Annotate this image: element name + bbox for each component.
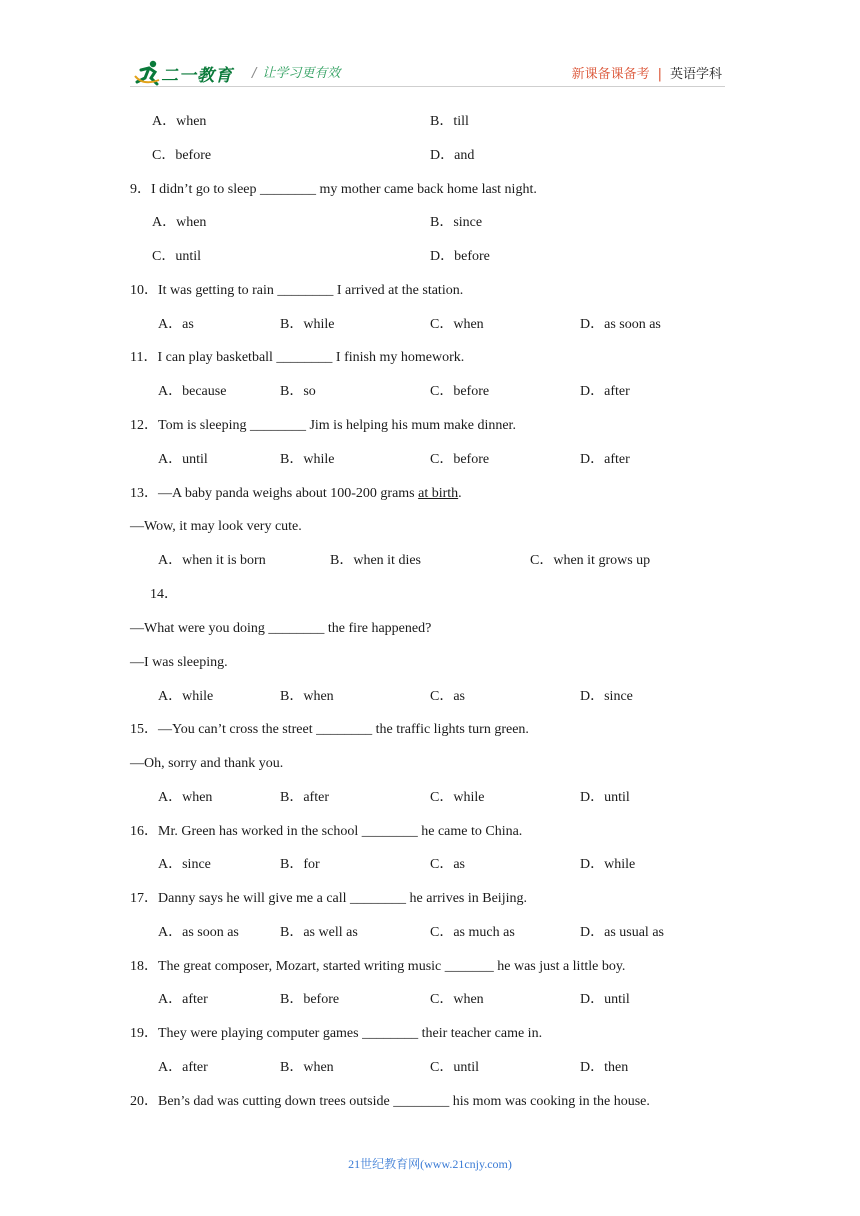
q11-option-c: C．before [430,384,490,399]
q13-option-c: C．when it grows up [530,553,651,568]
q11-stem: 11．I can play basketball ________ I finish my homework. [130,350,465,365]
q14-line1: —What were you doing ________ the fire happened? [130,621,432,636]
q18-option-b: B．before [280,992,340,1007]
q13-option-a: A．when it is born [158,553,266,568]
q19-option-c: C．until [430,1060,480,1075]
q18-stem: 18．The great composer, Mozart, started writing music _______ he was just a little boy. [130,959,626,974]
q14-option-d: D．since [580,689,633,704]
q16-stem: 16．Mr. Green has worked in the school ________ he came to China. [130,824,523,839]
q10-option-a: A．as [158,317,194,332]
q9-option-c: C．until [152,249,202,264]
q12-option-c: C．before [430,452,490,467]
q10-option-c: C．when [430,317,484,332]
q14-number: 14． [150,587,178,602]
footer-link[interactable]: 21世纪教育网(www.21cnjy.com) [348,1157,512,1171]
q14-line2: —I was sleeping. [130,655,228,670]
q12-stem: 12．Tom is sleeping ________ Jim is helping his mum make dinner. [130,418,516,433]
header-subject-label: 英语学科 [669,67,722,82]
header-course-label: 新课备课备考 [571,67,650,82]
q18-option-a: A．after [158,992,208,1007]
q13-stem-start: 13．—A baby panda weighs about 100-200 grams [130,486,419,501]
q9-option-a: A．when [152,215,207,230]
q11-option-b: B．so [280,384,316,399]
q16-option-b: B．for [280,857,320,872]
q8-option-c: C．before [152,148,212,163]
q9-option-b: B．since [430,215,483,230]
q13-stem-end: . [458,486,462,501]
q13-option-b: B．when it dies [330,553,421,568]
q9-stem: 9．I didn’t go to sleep ________ my mother came back home last night. [130,182,537,197]
q14-option-c: C．as [430,689,465,704]
q20-stem: 20．Ben’s dad was cutting down trees outside ________ his mom was cooking in the house. [130,1094,650,1109]
q12-option-d: D．after [580,452,630,467]
q17-stem: 17．Danny says he will give me a call ________ he arrives in Beijing. [130,891,527,906]
q13-reply: —Wow, it may look very cute. [130,519,302,534]
q10-option-b: B．while [280,317,335,332]
q16-option-a: A．since [158,857,211,872]
q19-option-b: B．when [280,1060,334,1075]
q19-option-a: A．after [158,1060,208,1075]
q13-stem [130,486,462,502]
q10-option-d: D．as soon as [580,317,661,332]
q18-option-d: D．until [580,992,630,1007]
q14-option-a: A．while [158,689,214,704]
logo-text: 二一教育 [161,66,233,86]
q9-option-d: D．before [430,249,490,264]
q11-option-a: A．because [158,384,227,399]
q15-option-b: B．after [280,790,329,805]
q8-option-a: A．when [152,114,207,129]
q15-option-a: A．when [158,790,213,805]
q19-option-d: D．then [580,1060,629,1075]
header-separator: | [657,67,662,82]
q17-option-b: B．as well as [280,925,358,940]
q15-reply: —Oh, sorry and thank you. [130,756,284,771]
q8-option-d: D．and [430,148,475,163]
q14-option-b: B．when [280,689,334,704]
q18-option-c: C．when [430,992,484,1007]
q15-stem: 15．—You can’t cross the street ________ the traffic lights turn green. [130,722,529,737]
q8-option-b: B．till [430,114,469,129]
q15-option-d: D．until [580,790,630,805]
q16-option-c: C．as [430,857,465,872]
q17-option-c: C．as much as [430,925,515,940]
slogan-slash: / [252,66,257,81]
q16-option-d: D．while [580,857,636,872]
slogan-text: 让学习更有效 [262,66,341,81]
q17-option-d: D．as usual as [580,925,664,940]
q12-option-a: A．until [158,452,208,467]
page-footer [0,1155,860,1172]
q11-option-d: D．after [580,384,630,399]
q19-stem: 19．They were playing computer games ________ their teacher came in. [130,1026,543,1041]
q12-option-b: B．while [280,452,335,467]
q13-underlined-phrase: at birth [418,486,459,501]
q10-stem: 10．It was getting to rain ________ I arrived at the station. [130,283,464,298]
q17-option-a: A．as soon as [158,925,239,940]
q15-option-c: C．while [430,790,485,805]
